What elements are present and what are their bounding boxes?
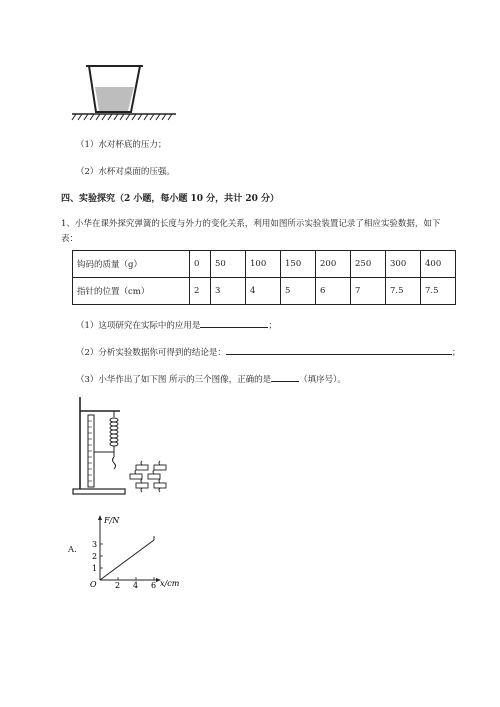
table-row-label: 钩码的质量（g）: [73, 251, 190, 278]
table-cell: 0: [190, 251, 211, 278]
table-cell: 7: [351, 278, 386, 305]
table-cell: 100: [246, 251, 281, 278]
table-cell: 7.5: [421, 278, 456, 305]
table-row-label: 指针的位置（cm）: [73, 278, 190, 305]
table-cell: 2: [190, 278, 211, 305]
table-cell: 5: [281, 278, 316, 305]
experiment-data-table: [72, 250, 456, 305]
sub-question-2-end: ；: [451, 348, 461, 358]
table-cell: 4: [246, 278, 281, 305]
table-hatching: [72, 114, 172, 120]
table-cell: 300: [386, 251, 421, 278]
cup-on-table-figure: [68, 62, 178, 124]
sub-question-1: [76, 318, 277, 332]
answer-blank-2[interactable]: [226, 345, 452, 355]
x-tick-label: 4: [133, 581, 139, 590]
answer-blank-1[interactable]: [200, 318, 268, 328]
prev-question-item-1: （1）水对杯底的压力；: [76, 140, 167, 150]
sub-question-3-text: （3）小华作出了如下图 所示的三个图像，正确的是: [76, 375, 272, 385]
graph-option-label: A.: [68, 545, 77, 555]
table-cell: 3: [211, 278, 246, 305]
question-stem-line-2: 表：: [61, 234, 79, 244]
section-heading: 四、实验探究（2 小题，每小题 10 分，共计 20 分）: [61, 194, 279, 204]
table-cell: 7.5: [386, 278, 421, 305]
sub-question-3-end: （填序号）。: [299, 375, 346, 385]
sub-question-1-end: ；: [268, 321, 277, 331]
table-cell: 250: [351, 251, 386, 278]
y-axis-label: F/N: [104, 516, 120, 525]
table-cell: 6: [316, 278, 351, 305]
origin-label: O: [90, 580, 97, 589]
sub-question-2: [76, 345, 460, 359]
spring-apparatus-figure: [70, 395, 180, 500]
graph-line: [100, 540, 154, 580]
y-tick-label: 2: [92, 552, 98, 561]
x-tick-label: 6: [151, 581, 157, 590]
sub-question-3: [76, 372, 346, 386]
x-tick-label: 2: [115, 581, 121, 590]
table-cell: 200: [316, 251, 351, 278]
y-tick-label: 3: [92, 540, 98, 549]
question-stem-line-1: 1、小华在课外探究弹簧的长度与外力的变化关系，利用如图所示实验装置记录了相应实验数据，如下: [61, 219, 441, 229]
table-cell: 50: [211, 251, 246, 278]
y-tick-label: 1: [92, 564, 98, 573]
sub-question-1-text: （1）这项研究在实际中的应用是: [76, 321, 201, 331]
water-fill: [95, 87, 134, 111]
y-axis-arrow: [98, 515, 102, 520]
table-cell: 150: [281, 251, 316, 278]
ruler-ticks: [88, 421, 92, 481]
table-row-position: [73, 278, 456, 305]
table-cell: 400: [421, 251, 456, 278]
prev-question-item-2: （2）水杯对桌面的压强。: [76, 167, 175, 177]
graph-a: [86, 512, 186, 590]
spring: [110, 411, 118, 469]
hooked-weights: [130, 461, 166, 492]
x-axis-label: x/cm: [160, 579, 180, 588]
table-row-mass: [73, 251, 456, 278]
sub-question-2-text: （2）分析实验数据你可得到的结论是：: [76, 348, 226, 358]
stand-base: [73, 489, 125, 494]
answer-blank-3[interactable]: [271, 372, 299, 382]
